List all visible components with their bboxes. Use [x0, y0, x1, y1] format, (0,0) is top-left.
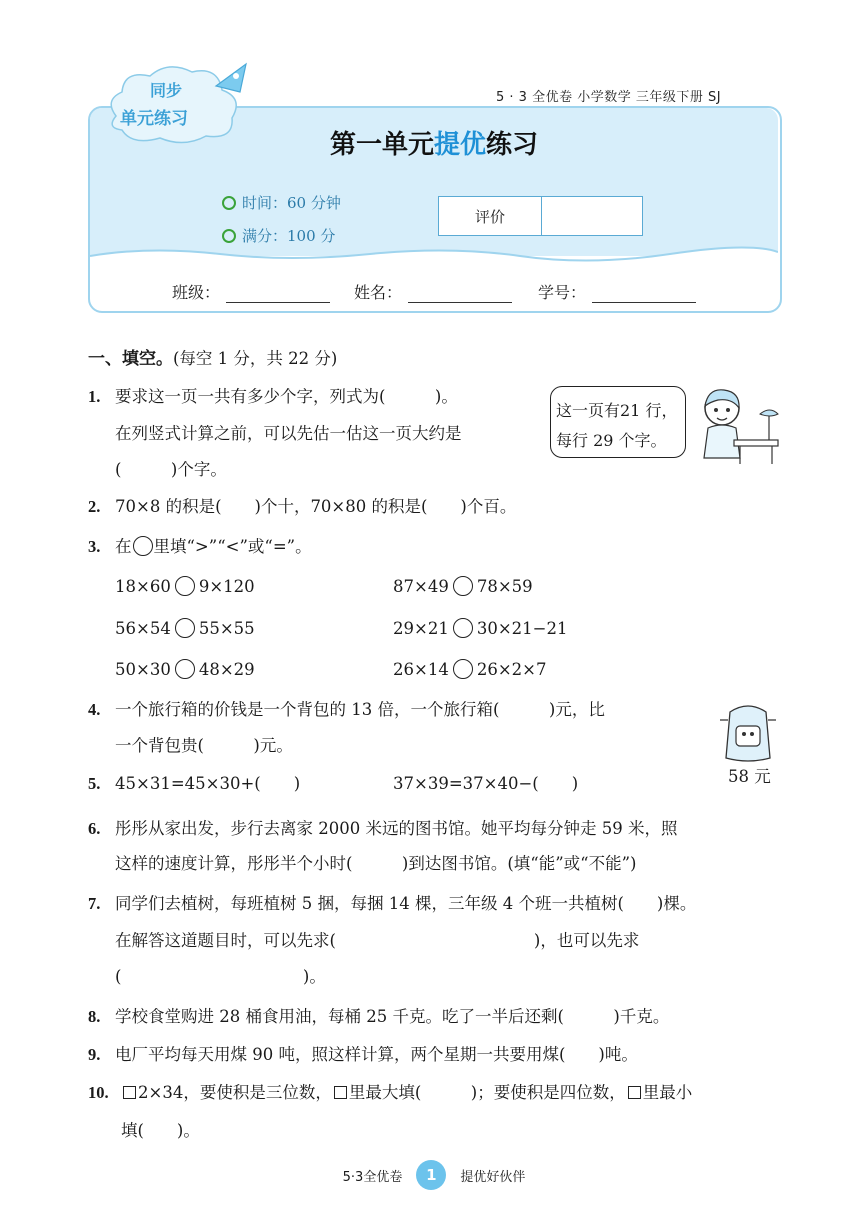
- q3-item-left: 26×14: [393, 660, 449, 679]
- answer-circle[interactable]: [175, 576, 195, 596]
- evaluation-field[interactable]: [542, 197, 642, 235]
- q5-number: 5.: [88, 774, 101, 793]
- q3-item-3: [115, 618, 255, 640]
- q2-number: 2.: [88, 497, 101, 516]
- blank-square-icon: [628, 1086, 641, 1099]
- q4-number: 4.: [88, 700, 101, 719]
- answer-circle[interactable]: [453, 576, 473, 596]
- q6-line2: 这样的速度计算，彤彤半个小时( )到达图书馆。(填“能”或“不能”): [115, 854, 637, 873]
- backpack-icon: [716, 700, 780, 764]
- q3-item-right: 55×55: [198, 619, 255, 638]
- q3-item-right: 78×59: [476, 577, 533, 596]
- q3-item-left: 18×60: [115, 577, 171, 596]
- q3-item-4: [393, 618, 567, 640]
- header-wave-divider: [90, 244, 778, 266]
- evaluation-box: [438, 196, 643, 236]
- q7-line1: 同学们去植树，每班植树 5 捆，每捆 14 棵，三年级 4 个班一共植树( )棵。: [115, 894, 697, 913]
- q3-instruction: [115, 536, 312, 558]
- q3-item-right: 48×29: [198, 660, 255, 679]
- id-label: 学号：: [538, 283, 587, 302]
- speech-bubble-text: 这一页有21 行， 每行 29 个字。: [556, 401, 678, 450]
- q7-line2: 在解答这道题目时，可以先求( )，也可以先求: [115, 931, 640, 950]
- q1-number: 1.: [88, 387, 101, 406]
- id-blank[interactable]: [592, 286, 696, 303]
- name-blank[interactable]: [408, 286, 512, 303]
- q5-part-a: 45×31=45×30+( ): [115, 774, 301, 793]
- q3-pre: 在: [115, 537, 132, 556]
- title-part1: 第一单元: [329, 130, 434, 160]
- q3-number: 3.: [88, 537, 101, 556]
- clock-icon: [222, 196, 236, 210]
- q10-part-a: 2×34，要使积是三位数，: [138, 1083, 332, 1102]
- answer-circle[interactable]: [175, 659, 195, 679]
- footer-left: 5·3全优卷: [342, 1169, 403, 1185]
- score-info: [222, 225, 335, 246]
- title-highlight: 提优: [433, 130, 486, 160]
- girl-illustration-icon: [690, 384, 784, 466]
- compare-circle-icon: [133, 536, 153, 556]
- q1-line2: 在列竖式计算之前，可以先估一估这一页大约是: [115, 424, 462, 443]
- q3-item-right: 26×2×7: [476, 660, 547, 679]
- name-label: 姓名：: [354, 283, 403, 302]
- title-part2: 练习: [486, 130, 539, 160]
- page-title: [0, 124, 868, 161]
- badge-line2: 单元练习: [120, 109, 188, 129]
- time-info: [222, 192, 341, 213]
- q3-item-right: 30×21−21: [476, 619, 568, 638]
- backpack-price: 58 元: [728, 767, 771, 786]
- q3-item-left: 87×49: [393, 577, 449, 596]
- q5-part-b: 37×39=37×40−( ): [393, 774, 579, 793]
- q4-line1: 一个旅行箱的价钱是一个背包的 13 倍，一个旅行箱( )元，比: [115, 700, 605, 719]
- q3-item-5: [115, 659, 255, 681]
- q10-part-c: 里最小: [642, 1083, 693, 1102]
- q9-text: 电厂平均每天用煤 90 吨，照这样计算，两个星期一共要用煤( )吨。: [115, 1045, 638, 1064]
- check-circle-icon: [222, 229, 236, 243]
- class-field[interactable]: [172, 280, 330, 303]
- badge-line1: 同步: [150, 81, 183, 100]
- footer-right: 提优好伙伴: [460, 1169, 526, 1185]
- page-number: 1: [416, 1160, 446, 1190]
- q3-item-left: 50×30: [115, 660, 171, 679]
- q10-line2: 填( )。: [121, 1121, 200, 1140]
- q10-line1: [121, 1082, 692, 1104]
- blank-square-icon: [334, 1086, 347, 1099]
- q6-number: 6.: [88, 819, 101, 838]
- section-note: (每空 1 分，共 22 分): [173, 349, 338, 368]
- q8-number: 8.: [88, 1007, 101, 1026]
- page-footer: [0, 1160, 868, 1190]
- q4-line2: 一个背包贵( )元。: [115, 736, 293, 755]
- q3-item-left: 56×54: [115, 619, 171, 638]
- blank-square-icon: [123, 1086, 136, 1099]
- q10-number: 10.: [88, 1083, 109, 1102]
- q3-item-1: [115, 576, 255, 598]
- q3-item-left: 29×21: [393, 619, 449, 638]
- q3-item-2: [393, 576, 533, 598]
- answer-circle[interactable]: [175, 618, 195, 638]
- time-label: 时间：60 分钟: [242, 194, 341, 212]
- q1-line1: 要求这一页一共有多少个字，列式为( )。: [115, 387, 458, 406]
- q6-line1: 彤彤从家出发，步行去离家 2000 米远的图书馆。她平均每分钟走 59 米，照: [115, 819, 678, 838]
- q3-post: 里填“>”“<”或“=”。: [153, 537, 312, 556]
- section-title: 一、填空。: [88, 349, 173, 369]
- q7-line3: ( )。: [115, 967, 326, 986]
- q8-text: 学校食堂购进 28 桶食用油，每桶 25 千克。吃了一半后还剩( )千克。: [115, 1007, 670, 1026]
- score-label: 满分：100 分: [242, 227, 336, 245]
- q3-item-6: [393, 659, 546, 681]
- q1-line3: ( )个字。: [115, 460, 227, 479]
- answer-circle[interactable]: [453, 618, 473, 638]
- name-field[interactable]: [354, 280, 512, 303]
- q9-number: 9.: [88, 1045, 101, 1064]
- section-heading: [88, 348, 337, 370]
- q2-text: 70×8 的积是( )个十，70×80 的积是( )个百。: [115, 497, 517, 516]
- q7-number: 7.: [88, 894, 101, 913]
- answer-circle[interactable]: [453, 659, 473, 679]
- student-id-field[interactable]: [538, 280, 696, 303]
- q3-item-right: 9×120: [198, 577, 255, 596]
- class-blank[interactable]: [226, 286, 330, 303]
- evaluation-label: 评价: [439, 197, 542, 235]
- book-meta: 5 · 3 全优卷 小学数学 三年级下册 SJ: [496, 90, 722, 105]
- class-label: 班级：: [172, 283, 221, 302]
- q10-part-b: 里最大填( )；要使积是四位数，: [348, 1083, 626, 1102]
